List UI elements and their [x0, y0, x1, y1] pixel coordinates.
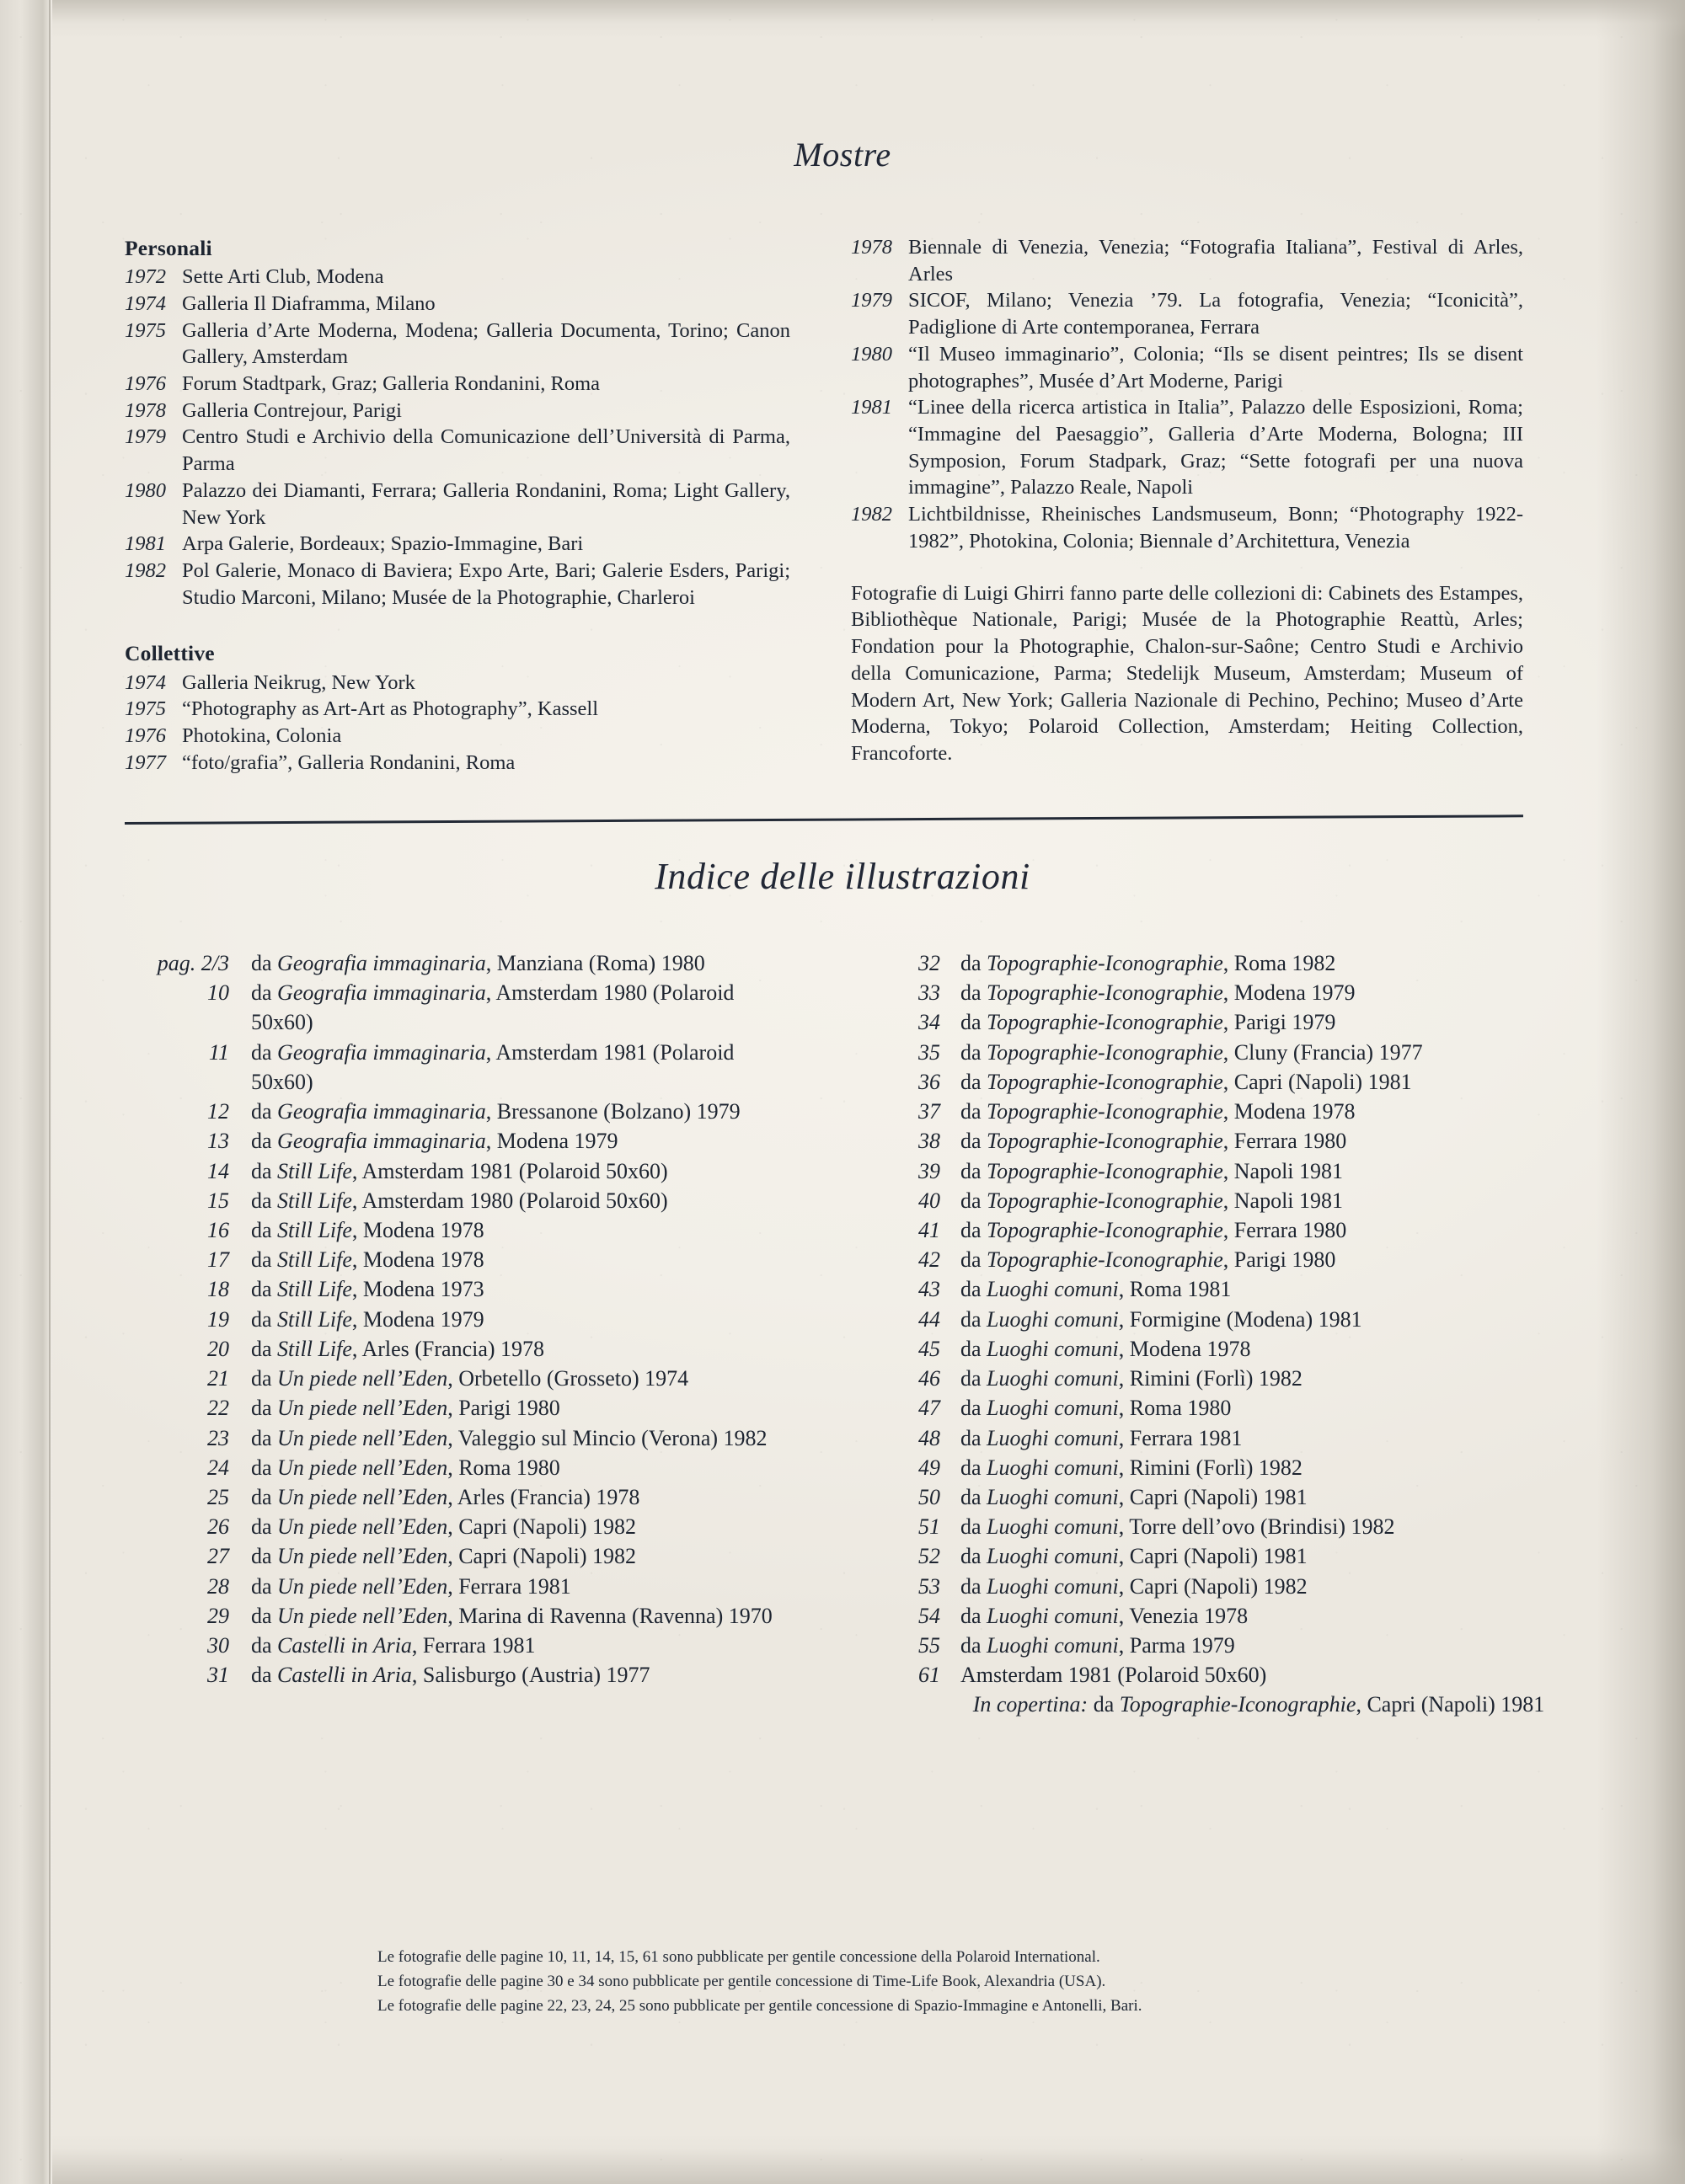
index-entry: [125, 948, 790, 978]
index-entry: [883, 1305, 1557, 1334]
index-entry: [125, 978, 790, 1037]
event-year: 1980: [851, 342, 892, 366]
index-entry-text: da Topographie-Iconographie, Napoli 1981: [960, 1158, 1344, 1183]
index-entry: [125, 1126, 790, 1156]
index-entry: [883, 1097, 1557, 1126]
index-page-number: 45: [918, 1336, 940, 1361]
event-text: Galleria Neikrug, New York: [182, 670, 415, 694]
index-work-title: Topographie-Iconographie: [987, 980, 1223, 1006]
index-entry: [125, 1097, 790, 1126]
personali-entry: [125, 531, 790, 558]
indice-right-column: [883, 948, 1557, 1720]
index-entry: [125, 1631, 790, 1660]
index-page-number: 41: [918, 1217, 940, 1242]
personali-entry: [125, 424, 790, 477]
index-page-number: 23: [207, 1425, 229, 1450]
collections-paragraph: Fotografie di Luigi Ghirri fanno parte delle collezioni di: Cabinets des Estampes, Bibliothèque Nationale, Parigi; Musée de la Photographie Reattù, Arles; Fondation pour la Photographie, Chalon-sur-Saône; Centro Studi e Archivio della Comunicazione, Parma; Stedelijk Museum, Amsterdam; Museum of Modern Art, New York; Galleria Nazionale di Pechino, Pechino; Museo d’Arte Moderna, Tokyo; Polaroid Collection, Amsterdam; Heiting Collection, Francoforte.: [851, 581, 1523, 765]
index-page-number: 20: [207, 1336, 229, 1361]
index-entry: [125, 1186, 790, 1215]
index-entry-text: da Luoghi comuni, Parma 1979: [960, 1633, 1235, 1658]
event-year: 1976: [125, 724, 166, 748]
index-work-title: Castelli in Aria: [277, 1633, 412, 1658]
event-text: Centro Studi e Archivio della Comunicazione dell’Università di Parma, Parma: [182, 425, 790, 476]
event-text: Galleria d’Arte Moderna, Modena; Galleria Documenta, Torino; Canon Gallery, Amsterdam: [182, 318, 790, 369]
event-year: 1972: [125, 265, 166, 289]
index-entry: [125, 1482, 790, 1512]
indice-left-column: [125, 948, 790, 1690]
index-page-number: 50: [918, 1484, 940, 1509]
index-entry-text: da Luoghi comuni, Modena 1978: [960, 1336, 1251, 1361]
index-entry-text: da Topographie-Iconographie, Ferrara 1980: [960, 1129, 1347, 1154]
index-page-number: 29: [207, 1603, 229, 1628]
event-year: 1982: [851, 503, 892, 526]
index-entry: [883, 948, 1557, 978]
index-page-number: 14: [207, 1158, 229, 1183]
collettive-entry: [125, 696, 790, 723]
index-entry: [125, 1393, 790, 1423]
index-entry: [883, 1482, 1557, 1512]
index-entry: [883, 1186, 1557, 1215]
index-entry: [125, 1572, 790, 1601]
event-text: Biennale di Venezia, Venezia; “Fotografia Italiana”, Festival di Arles, Arles: [908, 236, 1523, 286]
index-page-number: 44: [918, 1306, 940, 1332]
index-page-number: 52: [918, 1544, 940, 1569]
index-work-title: Topographie-Iconographie: [987, 1010, 1223, 1035]
index-page-number: 11: [208, 1039, 229, 1065]
collettive-heading: Collettive: [125, 641, 215, 666]
mostre-heading: Mostre: [794, 136, 891, 174]
index-entry-text: da Still Life, Amsterdam 1981 (Polaroid 50x60): [251, 1158, 668, 1183]
event-text: “foto/grafia”, Galleria Rondanini, Roma: [182, 750, 516, 774]
mostre-right-column: [851, 234, 1523, 767]
event-year: 1974: [125, 291, 166, 315]
index-work-title: Topographie-Iconographie: [987, 1129, 1223, 1154]
event-year: 1978: [851, 236, 892, 259]
index-page-number: 24: [207, 1455, 229, 1480]
index-entry: [883, 978, 1557, 1007]
index-page-number: 49: [918, 1455, 940, 1480]
index-entry: [125, 1274, 790, 1304]
index-entry: [883, 1126, 1557, 1156]
index-entry-text: da Still Life, Modena 1978: [251, 1217, 484, 1242]
index-entry-text: da Still Life, Modena 1973: [251, 1277, 484, 1302]
index-work-title: Luoghi comuni: [987, 1455, 1119, 1480]
index-entry: [125, 1245, 790, 1274]
index-entry-text: da Geografia immaginaria, Amsterdam 1980 (Polaroid 50x60): [251, 980, 735, 1035]
event-year: 1976: [125, 372, 166, 396]
index-entry-text: da Geografia immaginaria, Bressanone (Bolzano) 1979: [251, 1099, 741, 1124]
index-work-title: Still Life: [277, 1277, 352, 1302]
index-entry: [883, 1541, 1557, 1571]
index-entry-text: da Un piede nell’Eden, Capri (Napoli) 1982: [251, 1514, 637, 1540]
event-text: “Linee della ricerca artistica in Italia”, Palazzo delle Esposizioni, Roma; “Immagine del Paesaggio”, Galleria d’Arte Moderna, Bologna; III Symposion, Forum Stadpark, Graz; “Sette fotografi per una nuova immagine”, Palazzo Reale, Napoli: [908, 396, 1523, 499]
index-page-number: 21: [207, 1366, 229, 1391]
index-page-number: 13: [207, 1129, 229, 1154]
event-year: 1979: [851, 289, 892, 312]
personali-entry: [125, 264, 790, 291]
index-page-number: 38: [918, 1129, 940, 1154]
index-entry-text: da Luoghi comuni, Formigine (Modena) 1981: [960, 1306, 1362, 1332]
index-work-title: Still Life: [277, 1158, 352, 1183]
index-entry: [125, 1601, 790, 1631]
index-entry-text: da Luoghi comuni, Torre dell’ovo (Brindisi) 1982: [960, 1514, 1395, 1540]
index-work-title: Un piede nell’Eden: [277, 1603, 448, 1628]
index-entry: [125, 1215, 790, 1245]
index-entry: [125, 1512, 790, 1541]
collettive-entry: [125, 750, 790, 777]
index-entry-text: da Topographie-Iconographie, Modena 1979: [960, 980, 1356, 1006]
index-page-number: 31: [207, 1663, 229, 1688]
index-page-number: 33: [918, 980, 940, 1006]
index-entry: [883, 1215, 1557, 1245]
event-text: Lichtbildnisse, Rheinisches Landsmuseum, Bonn; “Photography 1922-1982”, Photokina, Colonia; Biennale d’Architettura, Venezia: [908, 503, 1523, 553]
index-entry: [125, 1334, 790, 1364]
index-work-title: Un piede nell’Eden: [277, 1366, 448, 1391]
index-page-number: 36: [918, 1069, 940, 1094]
index-work-title: Topographie-Iconographie: [987, 1039, 1223, 1065]
index-page-number: 28: [207, 1573, 229, 1599]
event-year: 1975: [125, 697, 166, 721]
collettive-entry: [125, 723, 790, 750]
personali-entry: [125, 318, 790, 371]
index-work-title: Luoghi comuni: [987, 1514, 1119, 1540]
index-entry-text: da Topographie-Iconographie, Napoli 1981: [960, 1188, 1344, 1213]
index-entry: [883, 1156, 1557, 1186]
index-page-number: 27: [207, 1544, 229, 1569]
event-text: Photokina, Colonia: [182, 724, 342, 748]
index-entry-text: da Topographie-Iconographie, Modena 1978: [960, 1099, 1356, 1124]
index-work-title: Un piede nell’Eden: [277, 1544, 448, 1569]
event-text: “Photography as Art-Art as Photography”, Kassell: [182, 697, 598, 721]
index-entry: [883, 1660, 1557, 1690]
cover-credit-entry: [883, 1690, 1557, 1719]
index-work-title: Still Life: [277, 1306, 352, 1332]
index-work-title: Still Life: [277, 1336, 352, 1361]
index-work-title: Topographie-Iconographie: [987, 1099, 1223, 1124]
index-work-title: Un piede nell’Eden: [277, 1425, 448, 1450]
index-work-title: Topographie-Iconographie: [987, 1158, 1223, 1183]
index-page-number: 35: [918, 1039, 940, 1065]
index-work-title: Luoghi comuni: [987, 1544, 1119, 1569]
index-work-title: Geografia immaginaria: [277, 951, 486, 975]
index-page-number: 16: [207, 1217, 229, 1242]
index-entry-text: da Still Life, Modena 1979: [251, 1306, 484, 1332]
index-page-number: 55: [918, 1633, 940, 1658]
cover-label: In copertina:: [972, 1692, 1089, 1717]
event-year: 1982: [125, 559, 166, 583]
index-entry-text: da Topographie-Iconographie, Capri (Napoli) 1981: [960, 1069, 1412, 1094]
index-entry-text: da Geografia immaginaria, Modena 1979: [251, 1129, 618, 1154]
index-page-number: 32: [918, 951, 940, 975]
credit-note-line: Le fotografie delle pagine 30 e 34 sono pubblicate per gentile concessione di Time-Life Book, Alexandria (USA).: [377, 1972, 1106, 1990]
index-entry: [125, 1156, 790, 1186]
index-page-number: 12: [207, 1099, 229, 1124]
index-entry-text: da Castelli in Aria, Ferrara 1981: [251, 1633, 536, 1658]
personali-list: [125, 264, 790, 611]
index-entry: [125, 1423, 790, 1453]
index-page-number: 18: [207, 1277, 229, 1302]
index-page-number: 22: [207, 1396, 229, 1421]
index-entry-text: da Luoghi comuni, Venezia 1978: [960, 1603, 1249, 1628]
index-work-title: Un piede nell’Eden: [277, 1573, 448, 1599]
index-entry-text: da Luoghi comuni, Capri (Napoli) 1982: [960, 1573, 1308, 1599]
event-text: Galleria Contrejour, Parigi: [182, 398, 402, 422]
index-work-title: Topographie-Iconographie: [987, 1188, 1223, 1213]
index-page-number: pag. 2/3: [157, 951, 229, 975]
index-work-title: Still Life: [277, 1247, 352, 1273]
index-entry: [125, 1305, 790, 1334]
index-entry-text: da Luoghi comuni, Rimini (Forlì) 1982: [960, 1455, 1303, 1480]
collettive-entry: [851, 394, 1523, 501]
index-entry-text: da Luoghi comuni, Capri (Napoli) 1981: [960, 1544, 1308, 1569]
event-year: 1978: [125, 398, 166, 422]
index-entry-text: da Un piede nell’Eden, Marina di Ravenna (Ravenna) 1970: [251, 1603, 773, 1628]
index-entry-text: Amsterdam 1981 (Polaroid 50x60): [960, 1663, 1267, 1688]
index-work-title: Luoghi comuni: [987, 1396, 1119, 1421]
index-entry: [883, 1274, 1557, 1304]
index-work-title: Un piede nell’Eden: [277, 1484, 448, 1509]
index-page-number: 10: [207, 980, 229, 1006]
index-entry: [883, 1007, 1557, 1037]
index-entry: [883, 1453, 1557, 1482]
index-work-title: Luoghi comuni: [987, 1277, 1119, 1302]
index-work-title: Castelli in Aria: [277, 1663, 412, 1688]
index-entry: [125, 1541, 790, 1571]
index-entry-text: da Luoghi comuni, Ferrara 1981: [960, 1425, 1243, 1450]
index-page-number: 47: [918, 1396, 940, 1421]
index-page-number: 42: [918, 1247, 940, 1273]
index-page-number: 48: [918, 1425, 940, 1450]
index-entry-text: da Topographie-Iconographie, Parigi 1980: [960, 1247, 1336, 1273]
index-entry: [125, 1364, 790, 1393]
index-work-title: Still Life: [277, 1188, 352, 1213]
index-entry-text: da Still Life, Modena 1978: [251, 1247, 484, 1273]
index-entry-text: da Un piede nell’Eden, Parigi 1980: [251, 1396, 560, 1421]
index-entry: [883, 1512, 1557, 1541]
index-entry-text: da Un piede nell’Eden, Ferrara 1981: [251, 1573, 571, 1599]
index-entry: [883, 1631, 1557, 1660]
index-page-number: 25: [207, 1484, 229, 1509]
index-entry: [125, 1038, 790, 1097]
personali-entry: [125, 398, 790, 425]
cover-credit-text: In copertina: da Topographie-Iconographie, Capri (Napoli) 1981: [972, 1692, 1545, 1717]
event-text: Galleria Il Diaframma, Milano: [182, 291, 436, 315]
event-year: 1979: [125, 425, 166, 449]
index-page-number: 39: [918, 1158, 940, 1183]
event-text: SICOF, Milano; Venezia ’79. La fotografia, Venezia; “Iconicità”, Padiglione di Arte contemporanea, Ferrara: [908, 289, 1523, 339]
index-page-number: 61: [918, 1663, 940, 1688]
index-entry: [125, 1660, 790, 1690]
index-entry: [883, 1067, 1557, 1097]
collettive-entry: [125, 670, 790, 697]
index-entry-text: da Geografia immaginaria, Amsterdam 1981 (Polaroid 50x60): [251, 1039, 735, 1094]
index-entry: [883, 1423, 1557, 1453]
index-entry: [883, 1393, 1557, 1423]
index-page-number: 54: [918, 1603, 940, 1628]
index-page-number: 26: [207, 1514, 229, 1540]
index-entry-text: da Luoghi comuni, Capri (Napoli) 1981: [960, 1484, 1308, 1509]
event-text: Forum Stadtpark, Graz; Galleria Rondanini, Roma: [182, 372, 601, 396]
index-entry-text: da Topographie-Iconographie, Cluny (Francia) 1977: [960, 1039, 1423, 1065]
collettive-entry: [851, 234, 1523, 287]
index-entry-text: da Un piede nell’Eden, Arles (Francia) 1978: [251, 1484, 640, 1509]
index-work-title: Luoghi comuni: [987, 1336, 1119, 1361]
index-work-title: Un piede nell’Eden: [277, 1514, 448, 1540]
index-work-title: Still Life: [277, 1217, 352, 1242]
index-entry-text: da Topographie-Iconographie, Ferrara 1980: [960, 1217, 1347, 1242]
index-entry-text: da Un piede nell’Eden, Capri (Napoli) 1982: [251, 1544, 637, 1569]
index-work-title: Topographie-Iconographie: [987, 1247, 1223, 1273]
index-entry: [883, 1572, 1557, 1601]
index-entry-text: da Un piede nell’Eden, Valeggio sul Mincio (Verona) 1982: [251, 1425, 768, 1450]
mostre-left-column: [125, 234, 790, 777]
index-page-number: 43: [918, 1277, 940, 1302]
index-entry-text: da Un piede nell’Eden, Roma 1980: [251, 1455, 560, 1480]
event-text: Sette Arti Club, Modena: [182, 265, 384, 289]
index-entry-text: da Castelli in Aria, Salisburgo (Austria) 1977: [251, 1663, 650, 1688]
index-entry: [883, 1334, 1557, 1364]
index-work-title: Geografia immaginaria: [277, 1129, 486, 1154]
event-year: 1975: [125, 318, 166, 342]
index-entry-text: da Geografia immaginaria, Manziana (Roma) 1980: [251, 951, 705, 975]
index-work-title: Luoghi comuni: [987, 1633, 1119, 1658]
index-entry: [883, 1601, 1557, 1631]
index-work-title: Luoghi comuni: [987, 1425, 1119, 1450]
index-work-title: Topographie-Iconographie: [987, 951, 1223, 975]
collettive-entry: [851, 341, 1523, 394]
index-work-title: Luoghi comuni: [987, 1484, 1119, 1509]
personali-entry: [125, 371, 790, 398]
index-work-title: Geografia immaginaria: [277, 980, 486, 1006]
collettive-entry: [851, 501, 1523, 554]
index-page-number: 37: [918, 1099, 940, 1124]
event-year: 1974: [125, 670, 166, 694]
index-work-title: Topographie-Iconographie: [987, 1069, 1223, 1094]
event-text: Pol Galerie, Monaco di Baviera; Expo Arte, Bari; Galerie Esders, Parigi; Studio Marconi, Milano; Musée de la Photographie, Charleroi: [182, 559, 790, 609]
index-entry: [125, 1453, 790, 1482]
index-entry-text: da Topographie-Iconographie, Roma 1982: [960, 951, 1336, 975]
event-year: 1981: [125, 532, 166, 556]
index-page-number: 53: [918, 1573, 940, 1599]
index-page-number: 51: [918, 1514, 940, 1540]
index-entry-text: da Luoghi comuni, Roma 1980: [960, 1396, 1232, 1421]
index-entry-text: da Still Life, Amsterdam 1980 (Polaroid 50x60): [251, 1188, 668, 1213]
collettive-entry: [851, 287, 1523, 340]
index-entry: [883, 1245, 1557, 1274]
collettive-list-right: [851, 234, 1523, 555]
index-work-title: Geografia immaginaria: [277, 1099, 486, 1124]
personali-entry: [125, 291, 790, 318]
index-entry: [883, 1038, 1557, 1067]
indice-heading: Indice delle illustrazioni: [655, 856, 1030, 897]
credit-note-line: Le fotografie delle pagine 22, 23, 24, 25 sono pubblicate per gentile concessione di Spazio-Immagine e Antonelli, Bari.: [377, 1996, 1142, 2015]
index-work-title: Geografia immaginaria: [277, 1039, 486, 1065]
index-page-number: 40: [918, 1188, 940, 1213]
index-work-title: Topographie-Iconographie: [1119, 1692, 1356, 1717]
personali-entry: [125, 558, 790, 611]
index-work-title: Luoghi comuni: [987, 1306, 1119, 1332]
event-year: 1981: [851, 396, 892, 419]
index-work-title: Luoghi comuni: [987, 1603, 1119, 1628]
index-page-number: 19: [207, 1306, 229, 1332]
event-year: 1977: [125, 750, 166, 774]
credit-note-line: Le fotografie delle pagine 10, 11, 14, 15, 61 sono pubblicate per gentile concessione della Polaroid International.: [377, 1948, 1100, 1966]
index-entry-text: da Topographie-Iconographie, Parigi 1979: [960, 1010, 1336, 1035]
collections-block: [851, 580, 1523, 767]
horizontal-rule: [125, 814, 1523, 825]
index-entry: [883, 1364, 1557, 1393]
collettive-list-left: [125, 670, 790, 777]
index-work-title: Topographie-Iconographie: [987, 1217, 1223, 1242]
index-entry-text: da Still Life, Arles (Francia) 1978: [251, 1336, 545, 1361]
index-page-number: 15: [207, 1188, 229, 1213]
index-entry-text: da Luoghi comuni, Rimini (Forlì) 1982: [960, 1366, 1303, 1391]
index-page-number: 17: [207, 1247, 229, 1273]
event-text: Arpa Galerie, Bordeaux; Spazio-Immagine, Bari: [182, 532, 584, 556]
index-entry-text: da Luoghi comuni, Roma 1981: [960, 1277, 1232, 1302]
section-spacer: [125, 611, 790, 639]
event-year: 1980: [125, 478, 166, 502]
index-page-number: 46: [918, 1366, 940, 1391]
credits-notes: [377, 1946, 1321, 2019]
event-text: “Il Museo immaginario”, Colonia; “Ils se disent peintres; Ils se disent photographes”, Musée d’Art Moderne, Parigi: [908, 342, 1523, 392]
personali-entry: [125, 478, 790, 531]
index-work-title: Un piede nell’Eden: [277, 1455, 448, 1480]
index-page-number: 34: [918, 1010, 940, 1035]
index-page-number: 30: [207, 1633, 229, 1658]
event-text: Palazzo dei Diamanti, Ferrara; Galleria Rondanini, Roma; Light Gallery, New York: [182, 478, 790, 529]
index-entry-text: da Un piede nell’Eden, Orbetello (Grosseto) 1974: [251, 1366, 689, 1391]
index-work-title: Luoghi comuni: [987, 1573, 1119, 1599]
index-work-title: Luoghi comuni: [987, 1366, 1119, 1391]
index-work-title: Un piede nell’Eden: [277, 1396, 448, 1421]
personali-heading: Personali: [125, 236, 212, 260]
